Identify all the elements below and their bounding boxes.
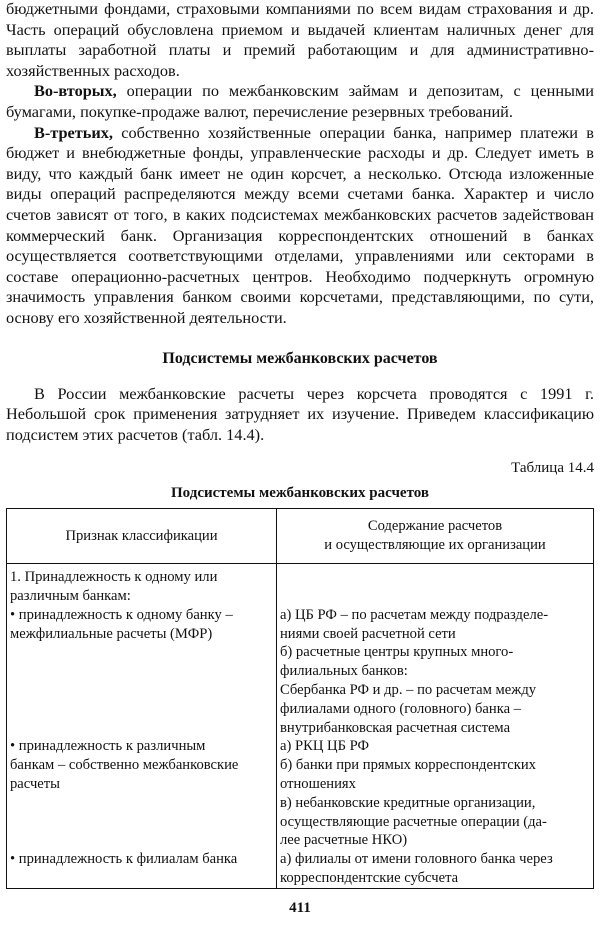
cell-classification-feature — [7, 564, 277, 606]
page-content — [6, 0, 594, 889]
table-number-label: Таблица 14.4 — [511, 460, 594, 477]
cell-line: а) филиалы от имени головного банка через — [280, 851, 553, 868]
cell-line: филиальных банков: — [280, 663, 408, 680]
cell-line: лее расчетные НКО) — [280, 832, 408, 849]
cell-line: а) ЦБ РФ – по расчетам между подразделе- — [280, 606, 549, 623]
paragraph-4: В России межбанковские расчеты через корсчета проводятся с 1991 г. Небольшой срок применения затрудняет их изучение. Приведем классификацию подсистем этих расчетов (табл. 14.4). — [6, 383, 594, 444]
cell-settlement-content — [277, 606, 594, 738]
classification-table — [6, 508, 594, 889]
cell-line: отношениях — [280, 776, 356, 793]
paragraph-3-lead: В-третьих, — [34, 122, 113, 142]
cell-line: различным банкам: — [10, 588, 131, 605]
page-number: 411 — [289, 900, 311, 916]
cell-line: корреспондентские субсчета — [280, 870, 459, 887]
cell-line: межфилиальные расчеты (МФР) — [10, 625, 213, 642]
cell-line: б) расчетные центры крупных много- — [280, 644, 514, 661]
table-title: Подсистемы межбанковских расчетов — [171, 485, 429, 502]
paragraph-2-text: операции по межбанковским займам и депозитам, с ценными бумагами, покупке-продаже валют, перечисление резервных требований. — [6, 81, 594, 121]
paragraph-2-lead: Во-вторых, — [34, 81, 117, 101]
cell-line: банкам – собственно межбанковские — [10, 757, 239, 774]
cell-line: • принадлежность к одному банку – — [10, 606, 233, 623]
cell-line: • принадлежность к филиалам банка — [10, 851, 238, 868]
header-settlement-content — [277, 509, 594, 564]
cell-classification-feature — [7, 737, 277, 850]
cell-settlement-content — [277, 850, 594, 888]
table-row — [7, 606, 594, 738]
paragraph-1: бюджетными фондами, страховыми компаниями по всем видам страхования и др. Часть операций обусловлена приемом и выдачей клиентам наличных денег для выплаты заработной платы и премий работающим и для административно-хозяйственных расходов. — [6, 0, 594, 80]
header-classification-feature: Признак классификации — [7, 509, 277, 564]
cell-line: расчеты — [10, 776, 60, 793]
cell-line: • принадлежность к различным — [10, 738, 206, 755]
cell-settlement-content — [277, 737, 594, 850]
cell-line: осуществляющие расчетные операции (да- — [280, 813, 547, 830]
cell-line: 1. Принадлежность к одному или — [10, 569, 218, 586]
cell-line: Сбербанка РФ и др. – по расчетам между — [280, 682, 537, 699]
paragraph-3-text: собственно хозяйственные операции банка, например платежи в бюджет и внебюджетные фонды, управленческие расходы и др. Следует иметь в виду, что каждый банк имеет не один корсчет, а несколько. Отсюда изложенные виды операций распределяются между всеми счетами банка. Характер и число счетов зависят от того, в каких подсистемах межбанковских расчетов задействован коммерческий банк. Организация корреспондентских отношений в банках осуществляется соответствующими отделами, управлениями или секторами в составе операционно-расчетных центров. Необходимо подчеркнуть огромную значимость управления банком своими корсчетами, представляющими, по сути, основу его хозяйственной деятельности. — [6, 122, 594, 327]
header-col2-line2: и осуществляющие их организации — [324, 537, 546, 554]
cell-line: а) РКЦ ЦБ РФ — [280, 738, 369, 755]
table-header-row — [7, 509, 594, 564]
cell-line: филиалами одного (головного) банка – — [280, 700, 521, 717]
cell-settlement-content — [277, 564, 594, 606]
section-heading: Подсистемы межбанковских расчетов — [162, 349, 438, 367]
table-row — [7, 737, 594, 850]
table-body — [7, 564, 594, 889]
cell-line: ниями своей расчетной сети — [280, 625, 456, 642]
cell-line: б) банки при прямых корреспондентских — [280, 757, 536, 774]
cell-classification-feature — [7, 606, 277, 738]
table-row — [7, 850, 594, 888]
header-col2-line1: Содержание расчетов — [367, 518, 503, 535]
paragraph-3 — [6, 123, 594, 329]
table-row — [7, 564, 594, 606]
cell-classification-feature — [7, 850, 277, 888]
paragraph-2 — [6, 81, 594, 122]
cell-line: внутрибанковская расчетная система — [280, 719, 511, 736]
cell-line: в) небанковские кредитные организации, — [280, 794, 536, 811]
